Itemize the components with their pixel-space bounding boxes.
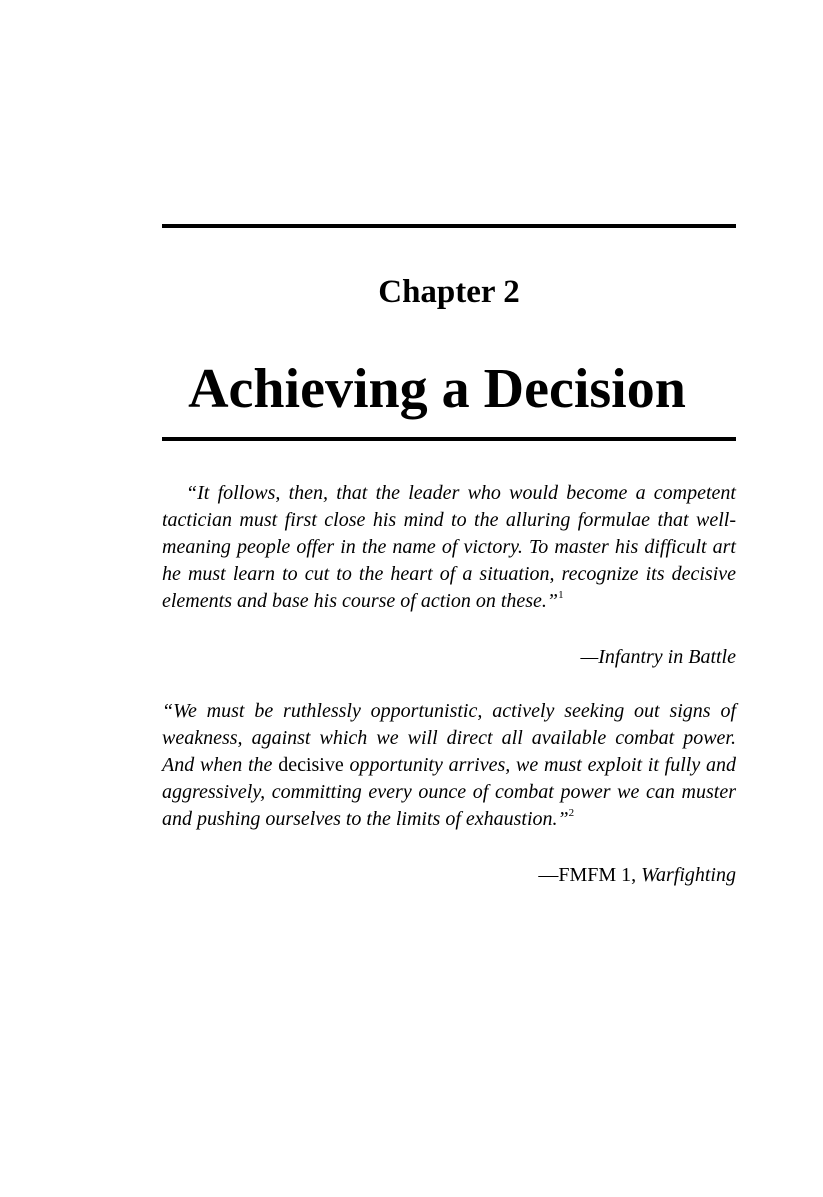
top-rule [162, 224, 736, 228]
quote-2-upright-word: decisive [278, 754, 344, 776]
chapter-label: Chapter 2 [378, 274, 520, 310]
footnote-marker-2: 2 [568, 807, 575, 819]
footnote-marker-1: 1 [558, 589, 564, 601]
quote-2-attribution-work: Warfighting [641, 864, 736, 886]
quote-2-attribution [162, 862, 736, 889]
quote-1-attribution: —Infantry in Battle [580, 646, 736, 668]
quote-2-attribution-prefix: —FMFM 1, [538, 864, 642, 886]
chapter-title: Achieving a Decision [188, 358, 686, 420]
quote-1-text: “It follows, then, that the leader who would become a competent tactician must first close his mind to the alluring formulae that well-meaning people offer in the name of victory. To master his difficult art he must learn to cut to the heart of a situation, recognize its decisive elements and base his course of action on these.” [162, 482, 736, 612]
quote-2-text-before: “We must be ruthlessly opportunistic, actively seeking out signs of weakness, against which we will direct all available combat power. And when the [162, 700, 736, 776]
quote-2-text-after: opportunity arrives, we must exploit it fully and aggressively, committing every ounce of combat power we can muster and pushing ourselves to the limits of exhaustion.” [162, 754, 737, 830]
epigraph-quote-1 [162, 480, 736, 615]
bottom-rule [162, 437, 736, 441]
epigraph-quote-2 [162, 698, 736, 833]
